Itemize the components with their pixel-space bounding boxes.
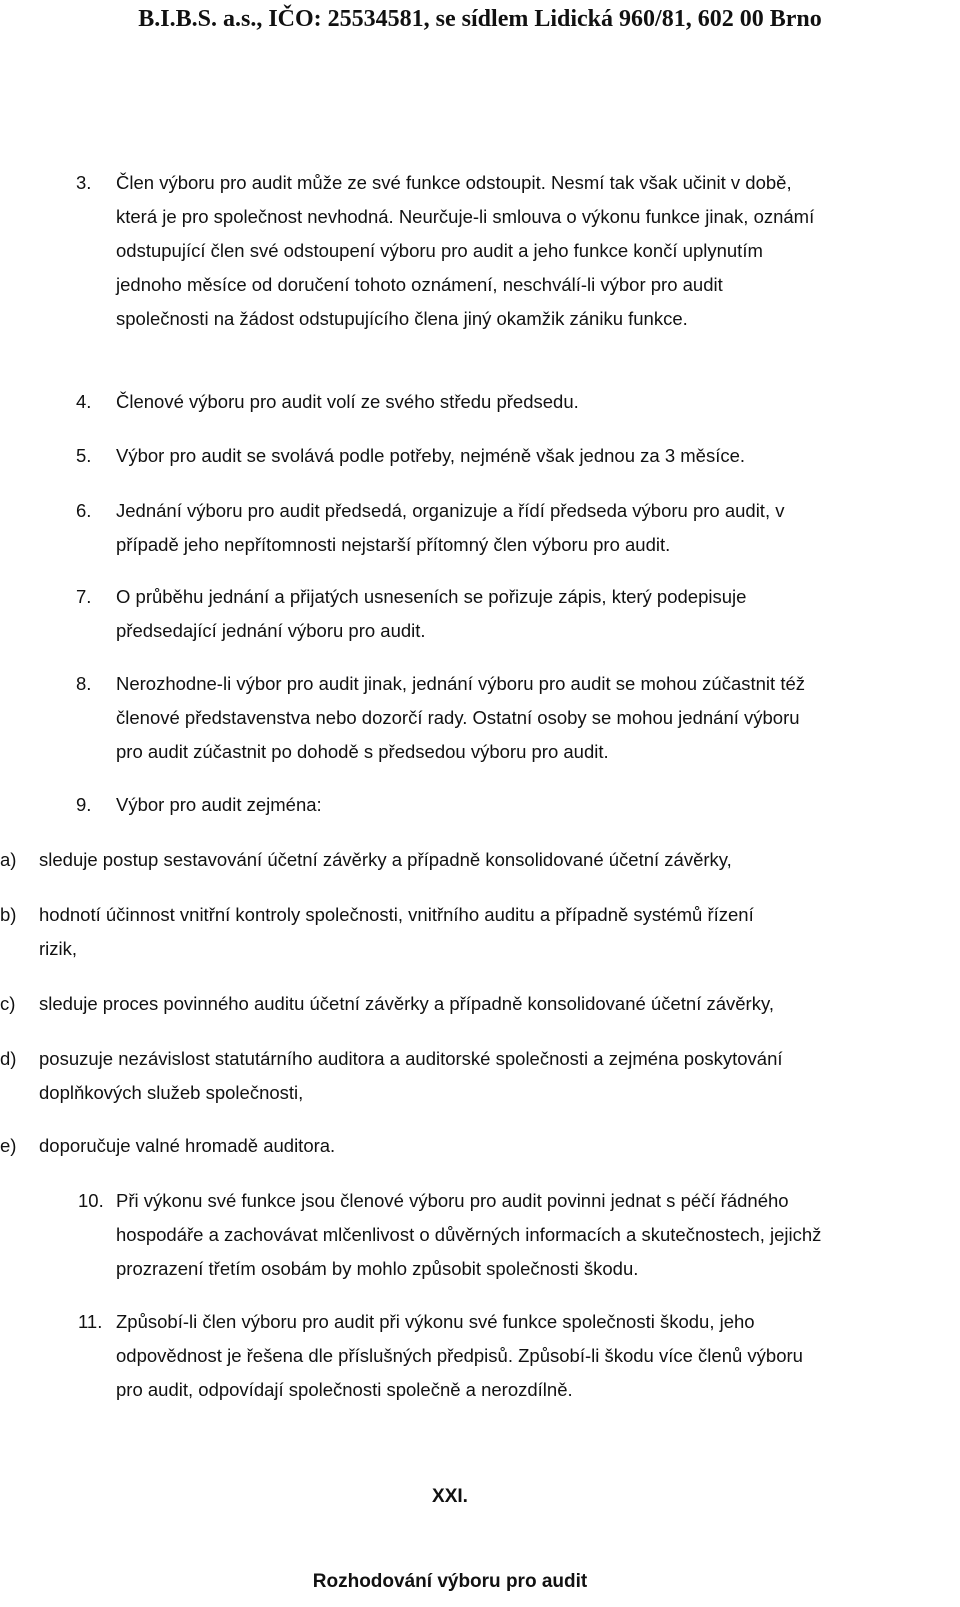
clause-text-line: Při výkonu své funkce jsou členové výboru pro audit povinni jednat s péčí řádného [116, 1190, 789, 1211]
clause-text-line: předsedající jednání výboru pro audit. [116, 620, 426, 641]
clause-item [76, 667, 805, 769]
clause-number: 10. [78, 1190, 104, 1211]
clause-item [76, 494, 785, 562]
clause-text-line: pro audit zúčastnit po dohodě s předsedou výboru pro audit. [116, 741, 609, 762]
sub-clause-letter: b) [0, 904, 17, 925]
clause-text-line: jednoho měsíce od doručení tohoto oznámení, neschválí-li výbor pro audit [116, 274, 723, 295]
clause-item [76, 580, 747, 648]
clause-text-line: odstupující člen své odstoupení výboru pro audit a jeho funkce končí uplynutím [116, 240, 763, 261]
clause-text-line: společnosti na žádost odstupujícího člena jiný okamžik zániku funkce. [116, 308, 688, 329]
clause-text-line: pro audit, odpovídají společnosti společně a nerozdílně. [116, 1379, 573, 1400]
clause-text-line: případě jeho nepřítomnosti nejstarší přítomný člen výboru pro audit. [116, 534, 671, 555]
sub-clause-text-line: posuzuje nezávislost statutárního auditora a auditorské společnosti a zejména poskytování [39, 1048, 783, 1069]
clause-item [78, 1184, 822, 1286]
sub-clause-text-line: rizik, [39, 938, 78, 959]
clause-number: 7. [76, 586, 92, 607]
sub-clause-text-line: doplňkových služeb společnosti, [39, 1082, 304, 1103]
clause-item [76, 788, 322, 822]
sub-clause-letter: a) [0, 849, 17, 870]
section-title: Rozhodování výboru pro audit [312, 1571, 588, 1592]
sub-clause-letter: e) [0, 1135, 17, 1156]
clause-text-line: Nerozhodne-li výbor pro audit jinak, jednání výboru pro audit se mohou zúčastnit též [116, 673, 805, 694]
clause-item [76, 166, 815, 336]
clause-text-line: odpovědnost je řešena dle příslušných předpisů. Způsobí-li škodu více členů výboru [116, 1345, 803, 1366]
sub-clause-item [0, 1129, 336, 1163]
clause-item [76, 439, 746, 473]
clause-number: 4. [76, 391, 92, 412]
clause-number: 5. [76, 445, 92, 466]
clause-number: 9. [76, 794, 92, 815]
clause-text-line: Členové výboru pro audit volí ze svého středu předsedu. [116, 391, 579, 412]
sub-clause-text-line: sleduje proces povinného auditu účetní závěrky a případně konsolidované účetní závěrky, [39, 993, 774, 1014]
section-number: XXI. [432, 1486, 468, 1507]
sub-clause-letter: c) [0, 993, 16, 1014]
clause-text-line: Člen výboru pro audit může ze své funkce odstoupit. Nesmí tak však učinit v době, [116, 172, 792, 193]
sub-clause-item [0, 898, 754, 966]
clause-text-line: Způsobí-li člen výboru pro audit při výkonu své funkce společnosti škodu, jeho [116, 1311, 755, 1332]
clause-text-line: která je pro společnost nevhodná. Neurčuje-li smlouva o výkonu funkce jinak, oznámí [116, 206, 815, 227]
clause-text-line: hospodáře a zachovávat mlčenlivost o důvěrných informacích a skutečnostech, jejichž [116, 1224, 822, 1245]
clause-text-line: členové představenstva nebo dozorčí rady. Ostatní osoby se mohou jednání výboru [116, 707, 800, 728]
sub-clause-item [0, 843, 732, 877]
sub-clause-text-line: sleduje postup sestavování účetní závěrky a případně konsolidované účetní závěrky, [39, 849, 732, 870]
clause-number: 8. [76, 673, 92, 694]
company-header: B.I.B.S. a.s., IČO: 25534581, se sídlem Lidická 960/81, 602 00 Brno [138, 6, 822, 32]
clause-number: 3. [76, 172, 92, 193]
sub-clause-text-line: doporučuje valné hromadě auditora. [39, 1135, 336, 1156]
clause-item [78, 1305, 803, 1407]
sub-clause-letter: d) [0, 1048, 17, 1069]
clause-number: 6. [76, 500, 92, 521]
clause-item [76, 385, 579, 419]
clause-text-line: Výbor pro audit zejména: [116, 794, 322, 815]
clause-number: 11. [78, 1311, 103, 1332]
sub-clause-text-line: hodnotí účinnost vnitřní kontroly společnosti, vnitřního auditu a případně systémů řízení [39, 904, 754, 925]
clause-text-line: Výbor pro audit se svolává podle potřeby, nejméně však jednou za 3 měsíce. [116, 445, 746, 466]
sub-clause-item [0, 987, 774, 1021]
clause-text-line: Jednání výboru pro audit předsedá, organizuje a řídí předseda výboru pro audit, v [116, 500, 785, 521]
clause-text-line: O průběhu jednání a přijatých usneseních se pořizuje zápis, který podepisuje [116, 586, 747, 607]
clause-text-line: prozrazení třetím osobám by mohlo způsobit společnosti škodu. [116, 1258, 639, 1279]
sub-clause-item [0, 1042, 783, 1110]
